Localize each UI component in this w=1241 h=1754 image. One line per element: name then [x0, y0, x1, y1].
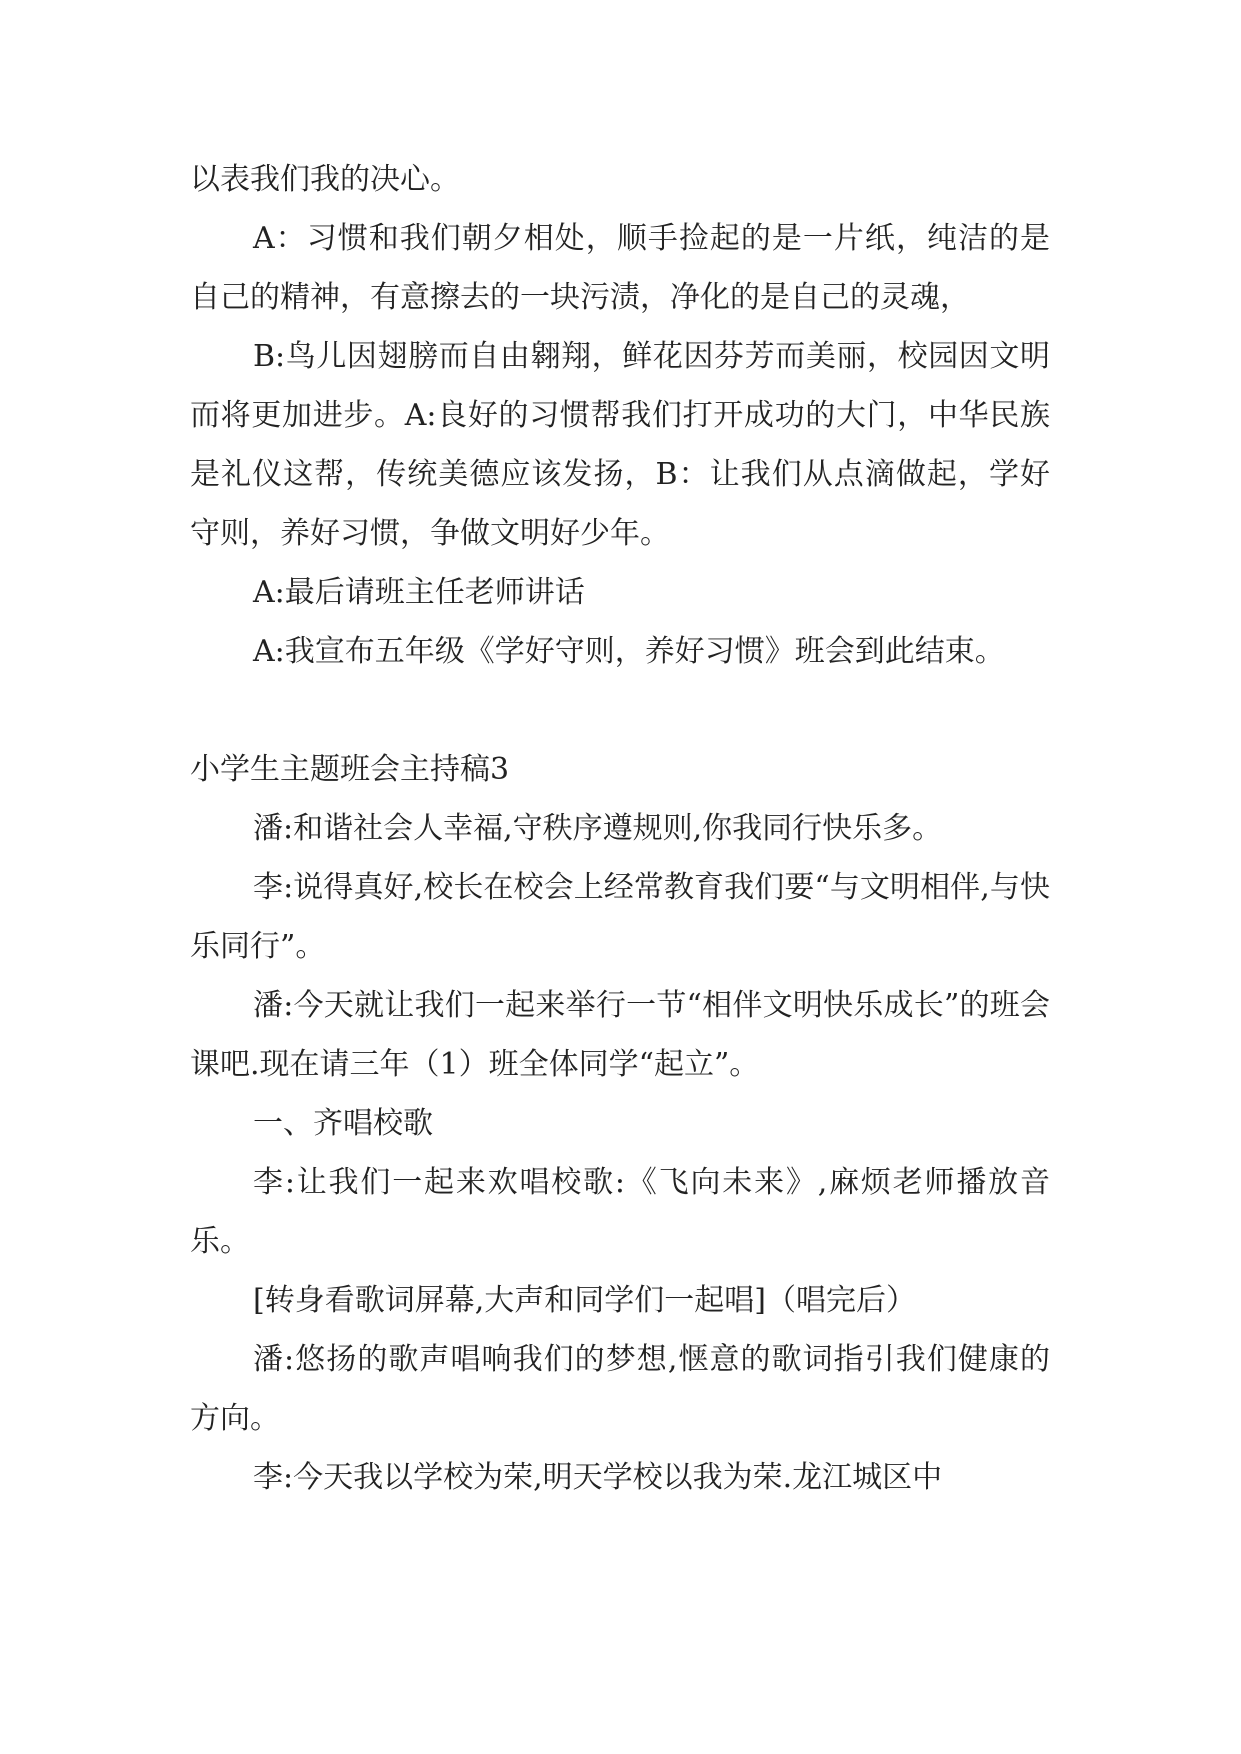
paragraph: 李:让我们一起来欢唱校歌:《飞向未来》,麻烦老师播放音乐。: [190, 1165, 1050, 1259]
paragraph: A:我宣布五年级《学好守则，养好习惯》班会到此结束。: [253, 634, 1005, 669]
paragraph: 潘:今天就让我们一起来举行一节“相伴文明快乐成长”的班会课吧.现在请三年（1）班全体同学“起立”。: [190, 988, 1050, 1082]
paragraph: B:鸟儿因翅膀而自由翱翔，鲜花因芬芳而美丽，校园因文明而将更加进步。A:良好的习惯帮我们打开成功的大门，中华民族是礼仪这帮，传统美德应该发扬，B：让我们从点滴做起，学好守则，养好习惯，争做文明好少年。: [190, 339, 1050, 551]
paragraph: A：习惯和我们朝夕相处，顺手捡起的是一片纸，纯洁的是自己的精神，有意擦去的一块污渍，净化的是自己的灵魂，: [190, 221, 1050, 315]
paragraph: [转身看歌词屏幕,大声和同学们一起唱]（唱完后）: [253, 1283, 916, 1318]
document-body: [190, 150, 1050, 1507]
section-heading: 小学生主题班会主持稿3: [190, 752, 510, 787]
paragraph: 以表我们我的决心。: [190, 162, 460, 197]
paragraph: 潘:悠扬的歌声唱响我们的梦想,惬意的歌词指引我们健康的方向。: [190, 1342, 1050, 1436]
paragraph: 李:说得真好,校长在校会上经常教育我们要“与文明相伴,与快乐同行”。: [190, 870, 1050, 964]
paragraph: 李:今天我以学校为荣,明天学校以我为荣.龙江城区中: [253, 1460, 943, 1495]
paragraph: A:最后请班主任老师讲话: [253, 575, 585, 610]
list-item: 一、齐唱校歌: [253, 1106, 433, 1141]
paragraph: 潘:和谐社会人幸福,守秩序遵规则,你我同行快乐多。: [253, 811, 943, 846]
